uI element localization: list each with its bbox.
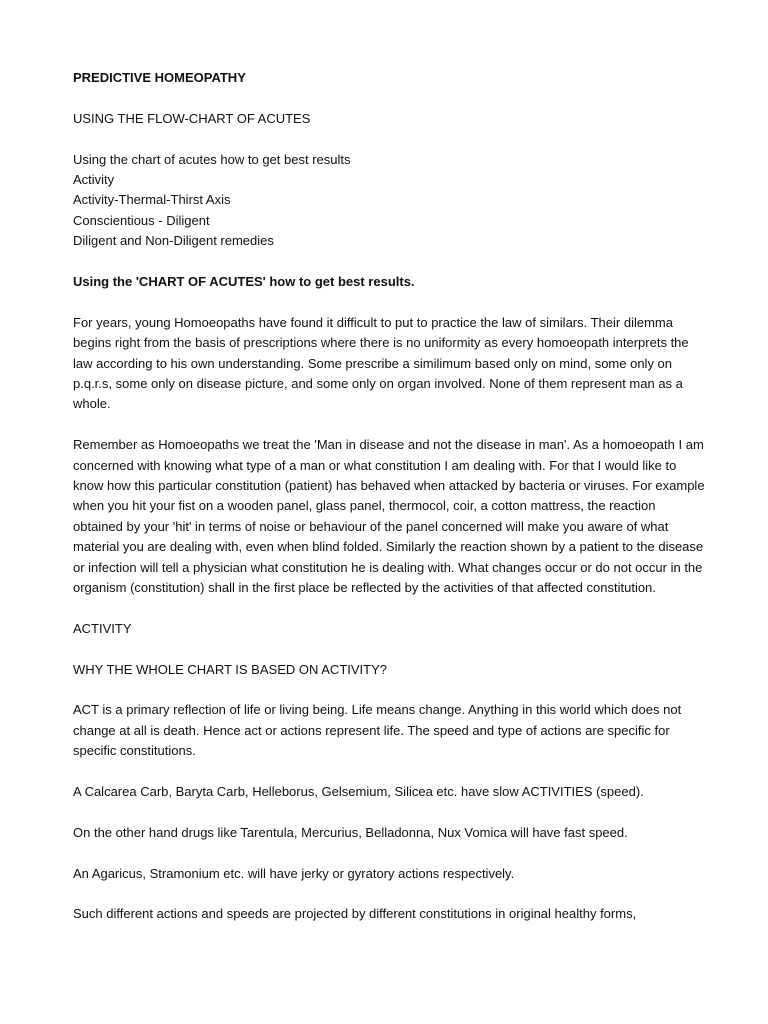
spacer: [73, 843, 708, 863]
activity-heading: ACTIVITY: [73, 620, 132, 636]
contents-item: Diligent and Non-Diligent remedies: [73, 233, 274, 249]
spacer: [73, 598, 708, 618]
paragraph: Remember as Homoeopaths we treat the 'Man in disease and not the disease in man'. As a homoeopath I am concerned with knowing what type of a man or what constitution I am dealing with. For that I would like to know how this particular constitution (patient) has behaved when attacked by bacteria or viruses. For example when you hit your fist on a wooden panel, glass panel, thermocol, coir, a cotton mattress, the reaction obtained by your 'hit' in terms of noise or behaviour of the panel concerned will make you aware of what material you are dealing with, even when blind folded. Similarly the reaction shown by a patient to the disease or infection will tell a physician what constitution he is dealing with. What changes occur or do not occur in the organism (constitution) shall in the first place be reflected by the activities of that affected constitution.: [73, 437, 705, 596]
paragraph: For years, young Homoeopaths have found it difficult to put to practice the law of similars. Their dilemma begins right from the basis of prescriptions where there is no uniformity as every homoeopath interprets the law according to his own understanding. Some prescribe a similimum based only on mind, some only on p.q.r.s, some only on disease picture, and some only on organ involved. None of them represent man as a whole.: [73, 314, 689, 412]
paragraph: An Agaricus, Stramonium etc. will have jerky or gyratory actions respectively.: [73, 865, 515, 881]
spacer: [73, 639, 708, 659]
paragraph: ACT is a primary reflection of life or living being. Life means change. Anything in this world which does not change at all is death. Hence act or actions represent life. The speed and type of actions are specific for specific constitutions.: [73, 702, 682, 759]
document-subtitle: USING THE FLOW-CHART OF ACUTES: [73, 110, 311, 126]
spacer: [73, 680, 708, 700]
contents-item: Activity-Thermal-Thirst Axis: [73, 192, 231, 208]
paragraph: A Calcarea Carb, Baryta Carb, Helleborus, Gelsemium, Silicea etc. have slow ACTIVITIES (speed).: [73, 784, 644, 800]
contents-list: [73, 150, 708, 252]
contents-item: Conscientious - Diligent: [73, 212, 210, 228]
document-page: [73, 68, 708, 925]
spacer: [73, 129, 708, 149]
paragraph: Such different actions and speeds are projected by different constitutions in original healthy forms,: [73, 906, 637, 922]
spacer: [73, 292, 708, 312]
spacer: [73, 884, 708, 904]
document-title: PREDICTIVE HOMEOPATHY: [73, 70, 246, 85]
section-heading: Using the 'CHART OF ACUTES' how to get best results.: [73, 274, 415, 290]
spacer: [73, 802, 708, 822]
contents-item: Activity: [73, 172, 115, 187]
activity-question: WHY THE WHOLE CHART IS BASED ON ACTIVITY?: [73, 661, 387, 677]
spacer: [73, 88, 708, 108]
spacer: [73, 252, 708, 272]
contents-item: Using the chart of acutes how to get best results: [73, 151, 351, 167]
paragraph: On the other hand drugs like Tarentula, Mercurius, Belladonna, Nux Vomica will have fast speed.: [73, 824, 628, 840]
spacer: [73, 762, 708, 782]
spacer: [73, 415, 708, 435]
